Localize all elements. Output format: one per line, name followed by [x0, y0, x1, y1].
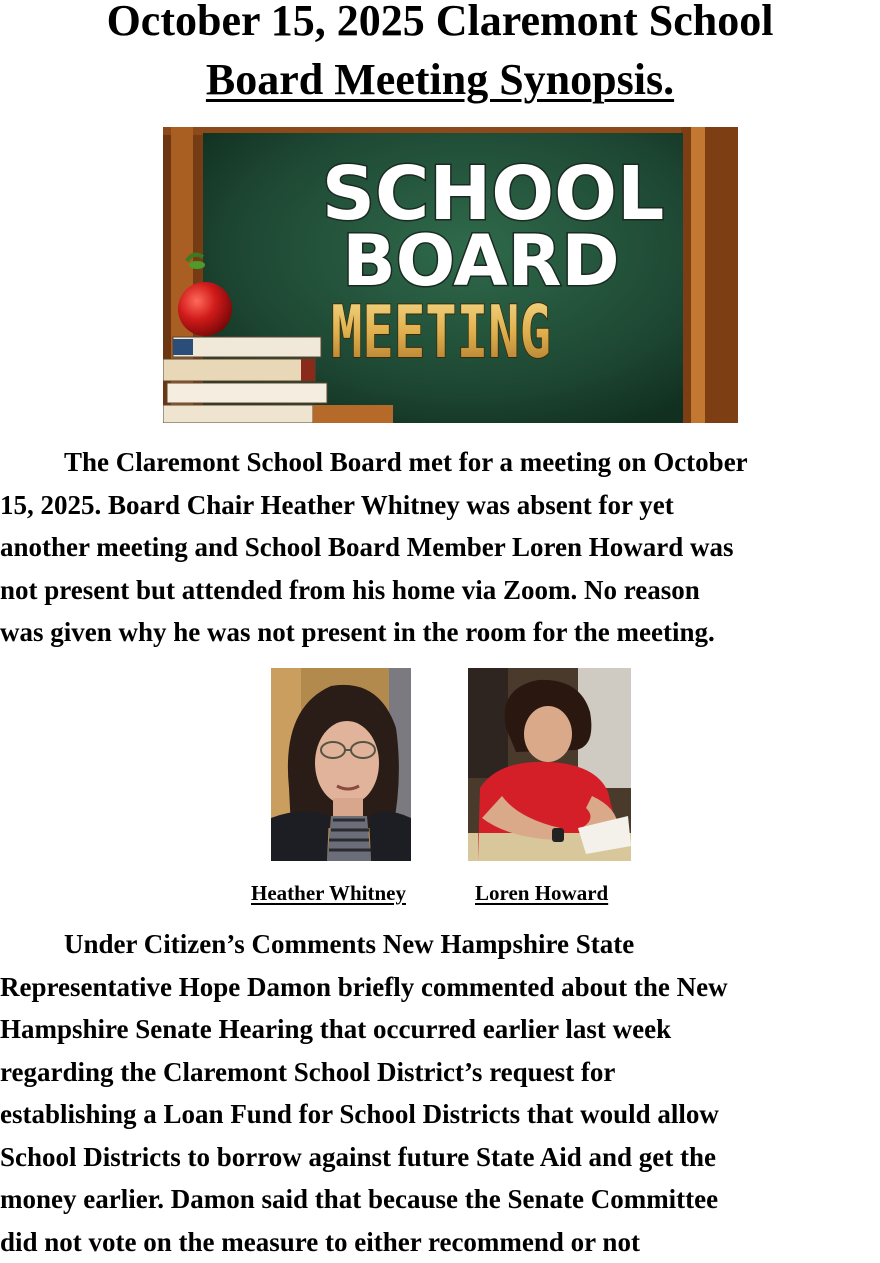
- paragraph-line: another meeting and School Board Member Loren Howard was: [0, 526, 880, 569]
- caption-heather-whitney: Heather Whitney: [251, 880, 406, 906]
- paragraph-line: The Claremont School Board met for a meeting on October: [0, 441, 880, 484]
- paragraph-line: Representative Hope Damon briefly commented about the New: [0, 966, 880, 1009]
- school-board-meeting-banner: [163, 127, 738, 423]
- paragraph-line: School Districts to borrow against future State Aid and get the: [0, 1136, 880, 1179]
- paragraph-line: was given why he was not present in the room for the meeting.: [0, 611, 880, 654]
- banner-word-school: SCHOOL: [322, 151, 665, 237]
- paragraph-citizens-comments: [0, 923, 880, 1263]
- paragraph-line: not present but attended from his home via Zoom. No reason: [0, 569, 880, 612]
- paragraph-line: Hampshire Senate Hearing that occurred earlier last week: [0, 1008, 880, 1051]
- banner-word-board: BOARD: [342, 220, 619, 302]
- loren-howard-photo: [468, 668, 631, 861]
- paragraph-attendance: [0, 441, 880, 654]
- paragraph-line: money earlier. Damon said that because the Senate Committee: [0, 1178, 880, 1221]
- paragraph-line: did not vote on the measure to either recommend or not: [0, 1221, 880, 1263]
- paragraph-line: 15, 2025. Board Chair Heather Whitney was absent for yet: [0, 484, 880, 527]
- heather-whitney-photo: [271, 668, 411, 861]
- page-title-line-1: October 15, 2025 Claremont School: [0, 0, 880, 44]
- paragraph-line: establishing a Loan Fund for School Districts that would allow: [0, 1093, 880, 1136]
- banner-word-meeting: MEETING: [331, 290, 551, 374]
- caption-loren-howard: Loren Howard: [475, 880, 608, 906]
- page-title-line-2: [0, 57, 880, 103]
- page-title-underlined: Board Meeting Synopsis.: [206, 55, 674, 104]
- paragraph-line: Under Citizen’s Comments New Hampshire State: [0, 923, 880, 966]
- paragraph-line: regarding the Claremont School District’s request for: [0, 1051, 880, 1094]
